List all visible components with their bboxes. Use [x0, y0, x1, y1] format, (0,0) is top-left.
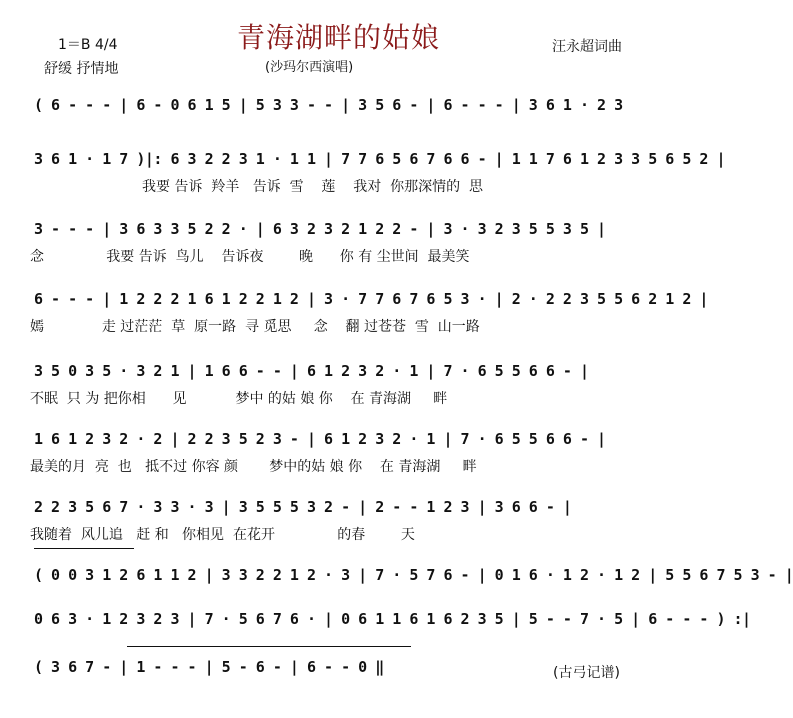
lyric-line: 我随着 风儿追 赶 和 你相见 在花开 的春 天: [30, 527, 415, 543]
lyric-line: 不眠 只 为 把你相 见 梦中 的姑 娘 你 在 青海湖 畔: [30, 391, 448, 407]
score-row-7: [20, 498, 660, 543]
notation-line: 3 6 1 · 1 7 )|: 6 3 2 2 3 1 · 1 1 | 7 7 6 5 6 7 6 6 - | 1 1 7 6 1 2 3 3 5 6 5 2 |: [34, 150, 725, 168]
score-row-1: [20, 96, 660, 128]
lyric-line: 念 我要 告诉 鸟儿 告诉夜 晚 你 有 尘世间 最美笑: [30, 249, 470, 265]
notation-line: 6 - - - | 1 2 2 2 1 6 1 2 2 1 2 | 3 · 7 7 6 7 6 5 3 · | 2 · 2 2 3 5 5 6 2 1 2 |: [34, 290, 708, 308]
score-row-3: [20, 220, 660, 265]
transcriber-credit: (古弓记谱): [553, 665, 620, 681]
notation-line: 3 5 0 3 5 · 3 2 1 | 1 6 6 - - | 6 1 2 3 2 · 1 | 7 · 6 5 5 6 6 - |: [34, 362, 589, 380]
notation-line: 3 - - - | 3 6 3 3 5 2 2 · | 6 3 2 3 2 1 2 2 - | 3 · 3 2 3 5 5 3 5 |: [34, 220, 606, 238]
notation-line: 0 6 3 · 1 2 3 2 3 | 7 · 5 6 7 6 · | 0 6 1 1 6 1 6 2 3 5 | 5 - - 7 · 5 | 6 - - - ) :|: [34, 610, 751, 628]
singer-credit: (沙玛尔西演唱): [265, 60, 354, 75]
notation-line: 2 2 3 5 6 7 · 3 3 · 3 | 3 5 5 5 3 2 - | 2 - - 1 2 3 | 3 6 6 - |: [34, 498, 572, 516]
song-title: 青海湖畔的姑娘: [236, 21, 440, 54]
score-row-6: [20, 430, 660, 475]
notation-line: ( 0 0 3 1 2 6 1 1 2 | 3 3 2 2 1 2 · 3 | 7 · 5 7 6 - | 0 1 6 · 1 2 · 1 2 | 5 5 6 7 5 3 - |: [34, 566, 793, 584]
key-signature: 1＝B 4/4: [58, 37, 118, 53]
notation-line: ( 6 - - - | 6 - 0 6 1 5 | 5 3 3 - - | 3 5 6 - | 6 - - - | 3 6 1 · 2 3: [34, 96, 623, 114]
volta-bracket: [34, 548, 134, 549]
notation-line: ( 3 6 7 - | 1 - - - | 5 - 6 - | 6 - - 0 ‖: [34, 658, 384, 676]
lyric-line: 嫣 走 过茫茫 草 原一路 寻 觅思 念 翻 过苍苍 雪 山一路: [30, 319, 480, 335]
lyric-line: 我要 告诉 羚羊 告诉 雪 莲 我对 你那深情的 思: [142, 179, 484, 195]
tempo-marking: 舒缓 抒情地: [44, 61, 119, 77]
score-row-8: [20, 566, 793, 598]
lyric-line: 最美的月 亮 也 抵不过 你容 颜 梦中的姑 娘 你 在 青海湖 畔: [30, 459, 477, 475]
score-row-4: [20, 290, 708, 335]
composer-credit: 汪永超词曲: [552, 39, 622, 55]
score-row-2: [20, 150, 725, 195]
volta-bracket: [127, 646, 411, 647]
score-row-5: [20, 362, 660, 407]
score-row-9: [20, 610, 751, 642]
notation-line: 1 6 1 2 3 2 · 2 | 2 2 3 5 2 3 - | 6 1 2 3 2 · 1 | 7 · 6 5 5 6 6 - |: [34, 430, 606, 448]
